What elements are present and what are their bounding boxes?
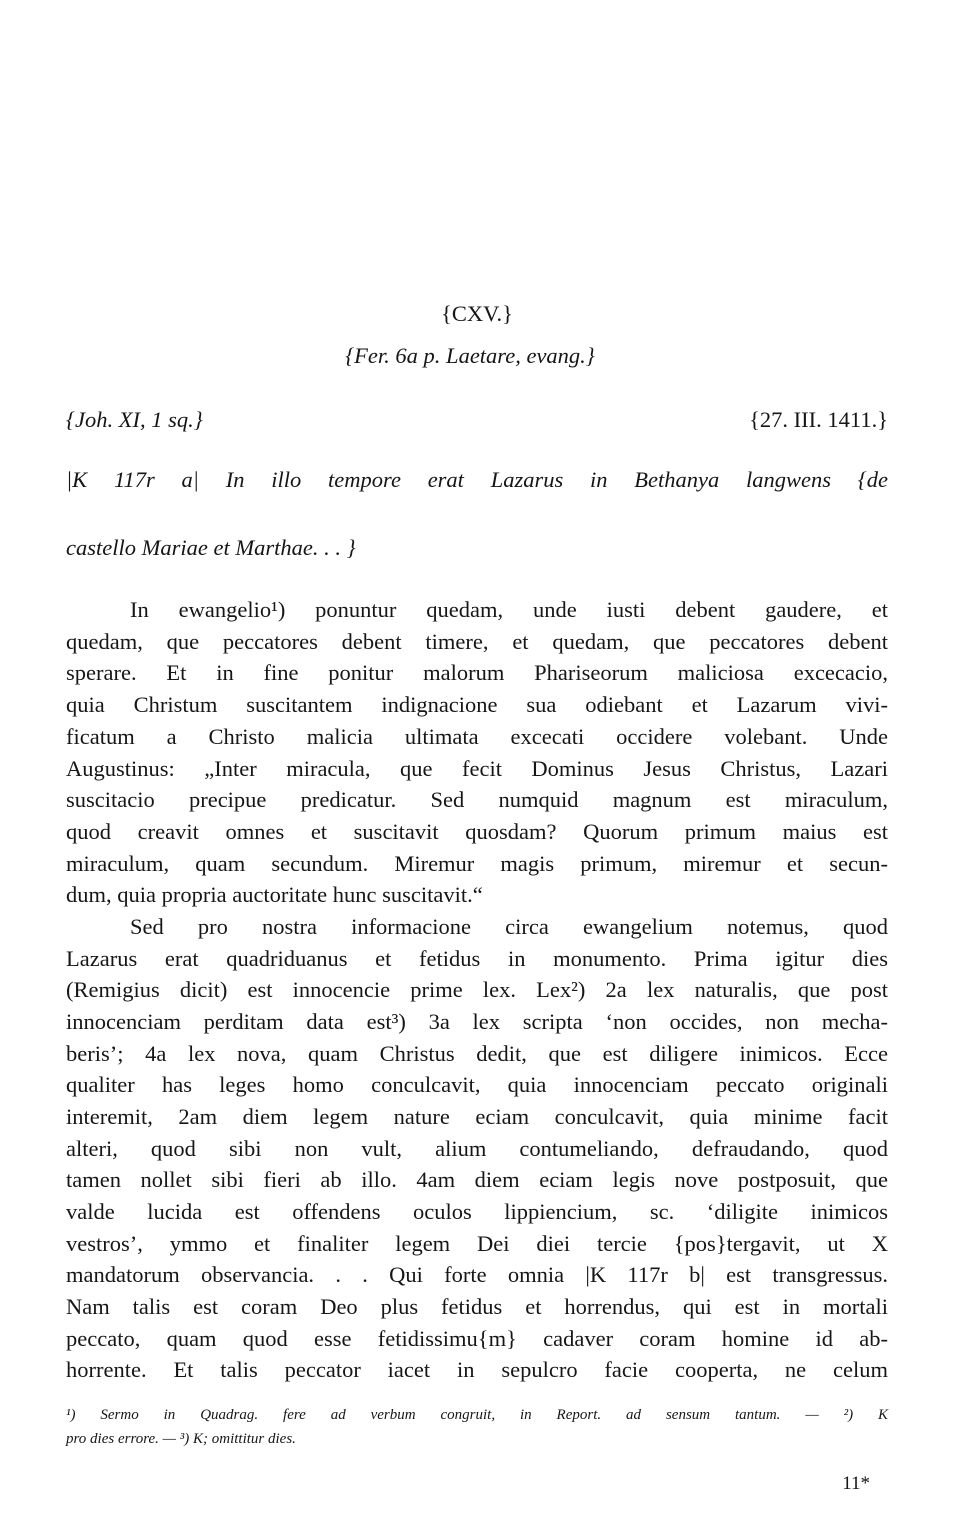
text-line: quod creavit omnes et suscitavit quosdam? Quorum primum maius est <box>66 819 888 844</box>
text-line: ficatum a Christo malicia ultimata excecati occidere volebant. Unde <box>66 724 888 749</box>
text-line: Lazarus erat quadriduanus et fetidus in monumento. Prima igitur dies <box>66 946 888 971</box>
text-line: Nam talis est coram Deo plus fetidus et horrendus, qui est in mortali <box>66 1294 888 1319</box>
text-line: (Remigius dicit) est innocencie prime lex. Lex²) 2a lex naturalis, que post <box>66 977 888 1002</box>
text-line: quia Christum suscitantem indignacione sua odiebant et Lazarum vivi- <box>66 692 888 717</box>
signature-mark: 11* <box>842 1473 870 1494</box>
text-line: valde lucida est offendens oculos lippiencium, sc. ‘diligite inimicos <box>66 1199 888 1224</box>
text-line: vestros’, ymmo et finaliter legem Dei diei tercie {pos}tergavit, ut X <box>66 1231 888 1256</box>
text-line: beris’; 4a lex nova, quam Christus dedit, que est diligere inimicos. Ecce <box>66 1041 888 1066</box>
pericope-reference: {Joh. XI, 1 sq.} <box>66 407 203 432</box>
incipit-line-2: castello Mariae et Marthae. . . } <box>66 535 356 560</box>
text-line: peccato, quam quod esse fetidissimu{m} cadaver coram homine id ab- <box>66 1326 888 1351</box>
text-line: Augustinus: „Inter miracula, que fecit Dominus Jesus Christus, Lazari <box>66 756 888 781</box>
text-line: suscitacio precipue predicatur. Sed numquid magnum est miraculum, <box>66 787 888 812</box>
text-line: dum, quia propria auctoritate hunc suscitavit.“ <box>66 882 483 907</box>
text-line: qualiter has leges homo conculcavit, quia innocenciam peccato originali <box>66 1072 888 1097</box>
text-line: interemit, 2am diem legem nature eciam conculcavit, quia minime facit <box>66 1104 888 1129</box>
text-line: quedam, que peccatores debent timere, et quedam, que peccatores debent <box>66 629 888 654</box>
sermon-date: {27. III. 1411.} <box>749 407 888 432</box>
text-line: Sed pro nostra informacione circa ewangelium notemus, quod <box>130 914 888 939</box>
incipit-line-1: |K 117r a| In illo tempore erat Lazarus in Bethanya langwens {de <box>66 467 888 492</box>
footnote-line: ¹) Sermo in Quadrag. fere ad verbum congruit, in Report. ad sensum tantum. — ²) K <box>66 1407 888 1423</box>
text-line: alteri, quod sibi non vult, alium contumeliando, defraudando, quod <box>66 1136 888 1161</box>
text-line: sperare. Et in fine ponitur malorum Phariseorum maliciosa excecacio, <box>66 660 888 685</box>
text-line: mandatorum observancia. . . Qui forte omnia |K 117r b| est transgressus. <box>66 1262 888 1287</box>
footnote-line: pro dies errore. — ³) K; omittitur dies. <box>66 1431 296 1447</box>
text-line: In ewangelio¹) ponuntur quedam, unde iusti debent gaudere, et <box>130 597 888 622</box>
feast-heading: {Fer. 6a p. Laetare, evang.} <box>345 343 595 368</box>
sermon-number: {CXV.} <box>441 301 513 326</box>
text-line: horrente. Et talis peccator iacet in sepulcro facie cooperta, ne celum <box>66 1357 888 1382</box>
text-line: innocenciam perditam data est³) 3a lex scripta ‘non occides, non mecha- <box>66 1009 888 1034</box>
text-line: miraculum, quam secundum. Miremur magis primum, miremur et secun- <box>66 851 888 876</box>
text-line: tamen nollet sibi fieri ab illo. 4am diem eciam legis nove postposuit, que <box>66 1167 888 1192</box>
